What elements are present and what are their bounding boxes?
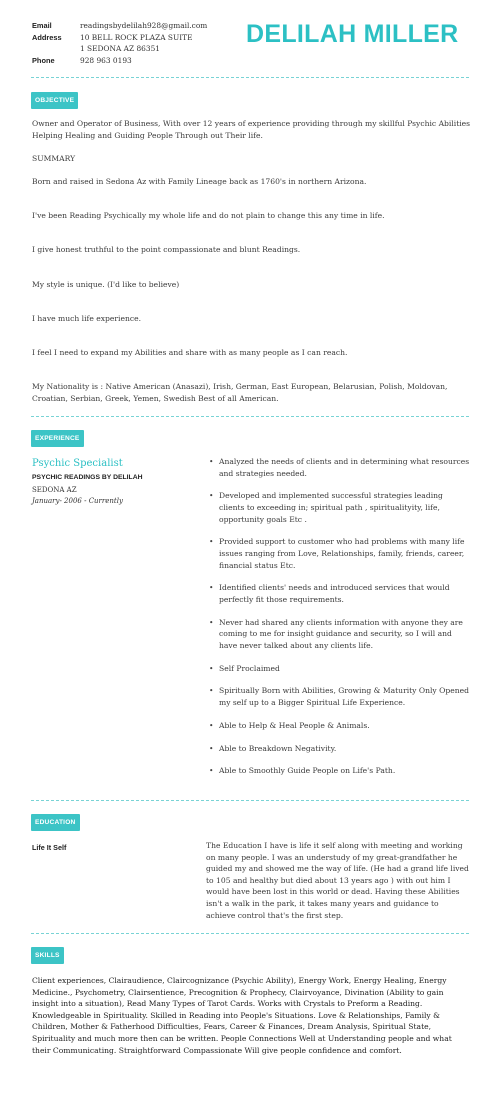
job-dates: January- 2006 - Currently xyxy=(32,497,123,505)
list-item: • Analyzed the needs of clients and in determining what resources and strategies needed. xyxy=(208,456,470,479)
address-line2: 1 SEDONA AZ 86351 xyxy=(80,44,160,53)
address-line1: 10 BELL ROCK PLAZA SUITE xyxy=(80,32,193,42)
address-label: Address xyxy=(32,32,62,42)
skills-heading: SKILLS xyxy=(31,947,64,964)
education-heading: EDUCATION xyxy=(31,814,80,831)
list-item: • Spiritually Born with Abilities, Growing & Maturity Only Opened my self up to a Bigger Spiritual Life Experience. xyxy=(208,685,470,708)
list-item: • Never had shared any clients information with anyone they are coming to me for insight guidance and security, so I will and have never talked about any clients life. xyxy=(208,617,470,652)
email-row xyxy=(32,20,207,32)
phone-label: Phone xyxy=(32,55,55,65)
summary-heading: SUMMARY xyxy=(32,154,76,163)
section-divider xyxy=(31,77,469,78)
list-item: • Able to Help & Heal People & Animals. xyxy=(208,720,470,732)
list-item: • Able to Smoothly Guide People on Life's Path. xyxy=(208,765,470,777)
nationality-paragraph: My Nationality is : Native American (Anasazi), Irish, German, East European, Belarusian, Polish, Moldovan, Croatian, Serbian, Greek, Yemen, Swedish Best of all American. xyxy=(32,382,448,403)
education-text: The Education I have is life it self along with meeting and working on many people. I was an understudy of my great-grandfather he guided my and showed me the way of life. (He had a grand life lived to 105 and healthy but died about 13 years ago ) with out him I would have been lost in this world or dead. Having these Abilities isn't a walk in the park, it takes many years and guidance to achieve control that's the first step. xyxy=(206,841,469,920)
list-item: • Self Proclaimed xyxy=(208,663,470,675)
experience-heading: EXPERIENCE xyxy=(31,430,84,447)
list-item: • Identified clients' needs and introduced services that would perfectly fit those requirements. xyxy=(208,582,470,605)
email-label: Email xyxy=(32,21,52,30)
education-label: Life It Self xyxy=(32,843,67,852)
job-location: SEDONA AZ xyxy=(32,486,77,494)
address-row xyxy=(32,32,207,44)
phone-value: 928 963 0193 xyxy=(80,55,132,65)
list-item: • Able to Breakdown Negativity. xyxy=(208,743,470,755)
summary-paragraph: Born and raised in Sedona Az with Family Lineage back as 1760's in northern Arizona. xyxy=(32,177,367,186)
section-divider xyxy=(31,416,469,417)
candidate-name: DELILAH MILLER xyxy=(246,20,459,48)
company-name: PSYCHIC READINGS BY DELILAH xyxy=(32,474,143,481)
experience-bullets xyxy=(208,456,470,788)
summary-paragraph: I feel I need to expand my Abilities and share with as many people as I can reach. xyxy=(32,348,348,357)
address-row-2 xyxy=(32,43,207,55)
skills-text: Client experiences, Clairaudience, Claircognizance (Psychic Ability), Energy Work, Energy Healing, Energy Medicine., Psychometry, Clairsentience, Precognition & Prophecy, Clairvoyance, Divination (Ability to gain insight into a situation), Read Many Types of Tarot Cards. Works with Crystals to Preform a Reading. Knowledgeable in Spirituality. Skilled in Reading into People's Situations. Love & Relationships, Family & Children, Mother & Fatherhood Difficulties, Fears, Career & Finances, Dream Analysis, Spiritual State, Spirituality and much more then can be written. People Connections Well at Understanding people and what their Communicating. Straightforward Compassionate Will give people confidence and comfort. xyxy=(32,976,452,1055)
summary-paragraph: I've been Reading Psychically my whole life and do not plain to change this any time in life. xyxy=(32,211,385,220)
list-item: • Developed and implemented successful strategies leading clients to exceeding in; spiritual path , spiritualityity, life, opportunity goals Etc . xyxy=(208,490,470,525)
summary-paragraph: I have much life experience. xyxy=(32,314,141,323)
list-item: • Provided support to customer who had problems with many life issues ranging from Love, Relationships, family, friends, career, financial status Etc. xyxy=(208,536,470,571)
section-divider xyxy=(31,800,469,801)
email-value: readingsbydelilah928@gmail.com xyxy=(80,21,208,30)
job-title: Psychic Specialist xyxy=(32,458,123,469)
phone-row xyxy=(32,55,207,67)
summary-paragraph: My style is unique. (I'd like to believe) xyxy=(32,280,180,289)
contact-info xyxy=(32,20,207,66)
summary-paragraph: I give honest truthful to the point compassionate and blunt Readings. xyxy=(32,245,301,254)
objective-heading: OBJECTIVE xyxy=(31,92,78,109)
section-divider xyxy=(31,933,469,934)
objective-text: Owner and Operator of Business, With over 12 years of experience providing through my skillful Psychic Abilities Helping Healing and Guiding People Through out Their life. xyxy=(32,119,471,140)
